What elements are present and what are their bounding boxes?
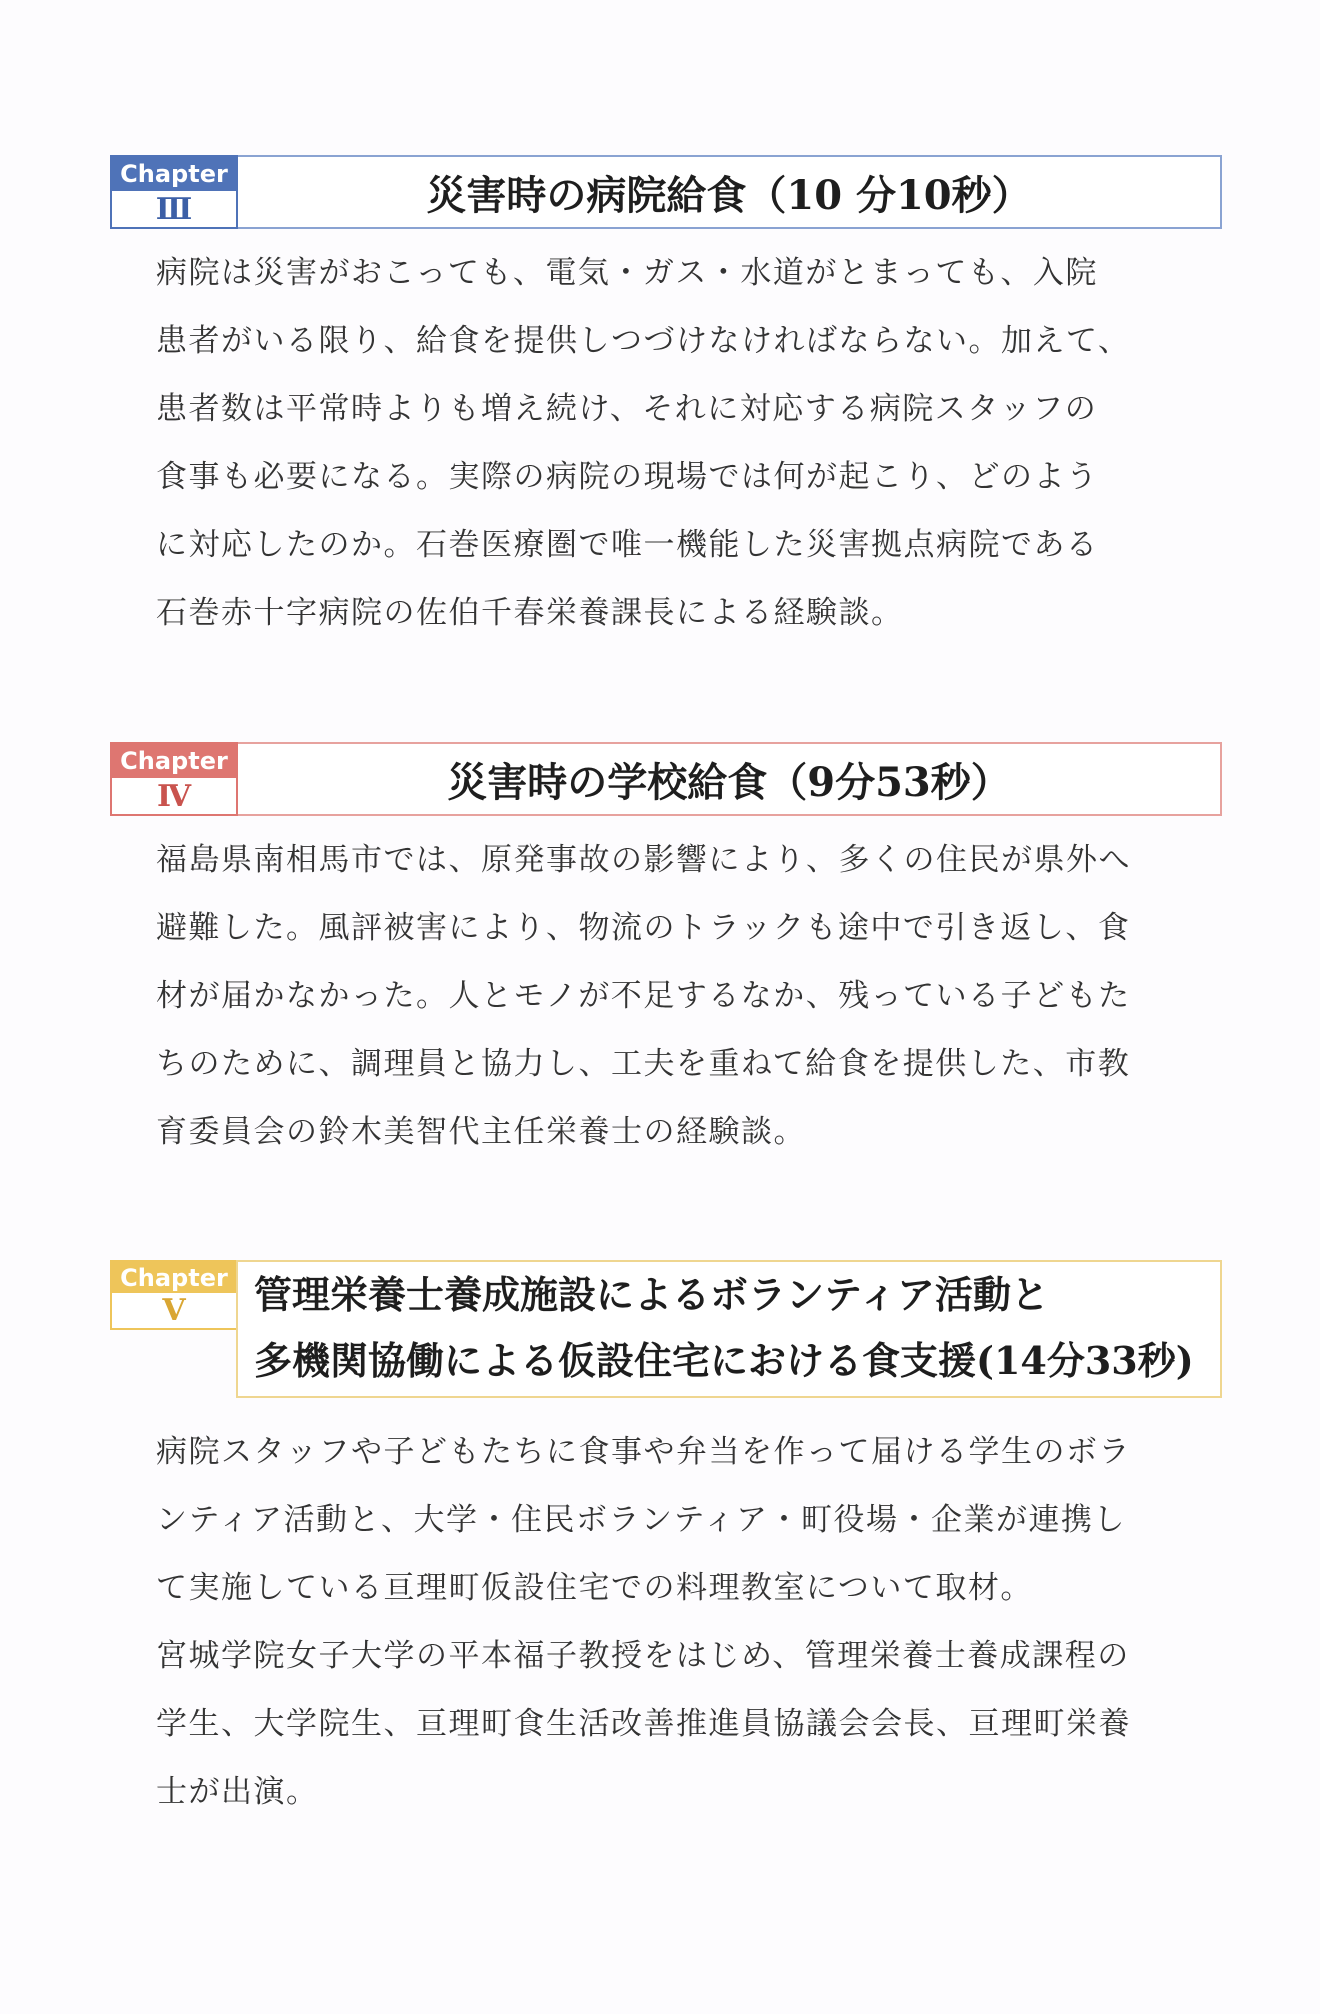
- chapter-5-section: [110, 1260, 1222, 1826]
- chapter-title-line-2: 多機関協働による仮設住宅における食支援(14分33秒): [254, 1338, 1194, 1383]
- chapter-badge-label: Chapter: [112, 1262, 236, 1293]
- chapter-4-description: [156, 826, 1196, 1166]
- chapter-badge-label: Chapter: [112, 744, 236, 778]
- paragraph: 福島県南相馬市では、原発事故の影響により、多くの住民が県外へ 避難した。風評被害により、物流のトラックも途中で引き返し、食 材が届かなかった。人とモノが不足するなか、残っている子どもた ちのために、調理員と協力し、工夫を重ねて給食を提供した、市教 育委員会の鈴木美智代主任栄養士の経験談。: [156, 842, 1131, 1150]
- paragraph: 病院は災害がおこっても、電気・ガス・水道がとまっても、入院 患者がいる限り、給食を提供しつづけなければならない。加えて、 患者数は平常時よりも増え続け、それに対応する病院スタッフの 食事も必要になる。実際の病院の現場では何が起こり、どのよう に対応したのか。石巻医療圏で唯一機能した災害拠点病院である 石巻赤十字病院の佐伯千春栄養課長による経験談。: [156, 255, 1131, 631]
- chapter-badge-label: Chapter: [112, 157, 236, 191]
- chapter-3-title: [238, 155, 1222, 229]
- paragraph: 宮城学院女子大学の平本福子教授をはじめ、管理栄養士養成課程の 学生、大学院生、亘理町食生活改善推進員協議会会長、亘理町栄養 士が出演。: [156, 1638, 1131, 1810]
- chapter-5-description: [156, 1418, 1196, 1826]
- chapter-5-title: [236, 1260, 1222, 1398]
- chapter-3-section: [110, 155, 1222, 647]
- chapter-numeral: Ⅴ: [112, 1293, 236, 1328]
- chapter-3-header: [110, 155, 1222, 229]
- chapter-4-badge: [110, 742, 238, 816]
- chapter-numeral: Ⅳ: [112, 778, 236, 814]
- chapter-3-badge: [110, 155, 238, 229]
- chapter-title-text: 災害時の学校給食（9分53秒）: [447, 758, 1011, 806]
- chapter-5-badge: [110, 1260, 238, 1330]
- chapter-title-line-1: 管理栄養士養成施設によるボランティア活動と: [254, 1272, 1049, 1317]
- chapter-3-description: [156, 239, 1196, 647]
- chapter-4-title: [238, 742, 1222, 816]
- chapter-numeral: Ⅲ: [112, 191, 236, 227]
- chapter-title-text: 災害時の病院給食（10 分10秒）: [426, 171, 1032, 219]
- chapter-4-section: [110, 742, 1222, 1166]
- chapter-4-header: [110, 742, 1222, 816]
- chapter-5-header: [110, 1260, 1222, 1398]
- paragraph: 病院スタッフや子どもたちに食事や弁当を作って届ける学生のボラ ンティア活動と、大学・住民ボランティア・町役場・企業が連携し て実施している亘理町仮設住宅での料理教室について取材。: [156, 1434, 1131, 1606]
